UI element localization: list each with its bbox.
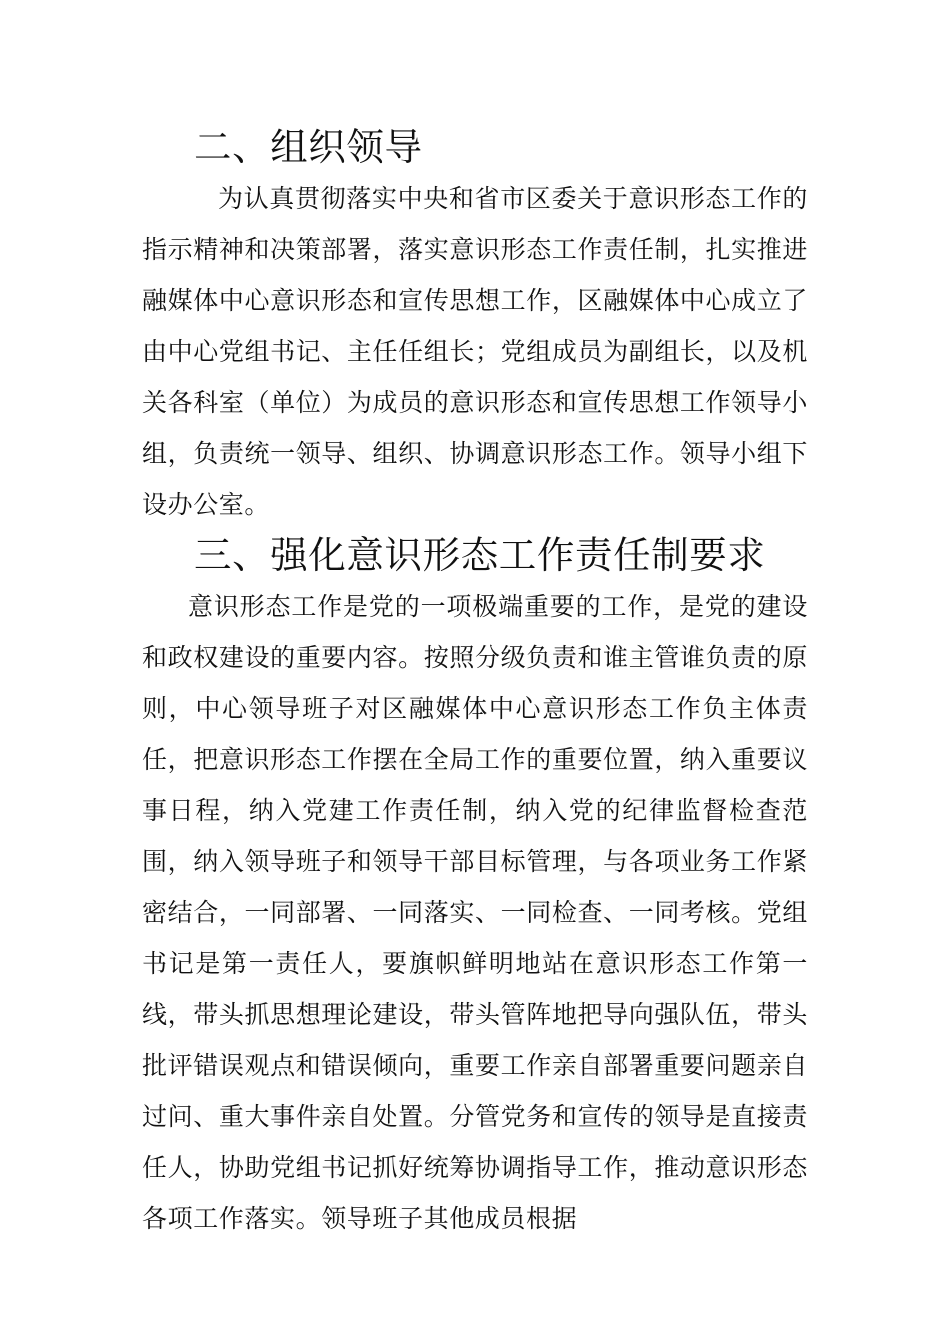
section-paragraph-responsibility: 意识形态工作是党的一项极端重要的工作，是党的建设和政权建设的重要内容。按照分级负责和谁主管谁负责的原则，中心领导班子对区融媒体中心意识形态工作负主体责任，把意识形态工作摆在全局工作的重要位置，纳入重要议事日程，纳入党建工作责任制，纳入党的纪律监督检查范围，纳入领导班子和领导干部目标管理，与各项业务工作紧密结合，一同部署、一同落实、一同检查、一同考核。党组书记是第一责任人，要旗帜鲜明地站在意识形态工作第一线，带头抓思想理论建设，带头管阵地把导向强队伍，带头批评错误观点和错误倾向，重要工作亲自部署重要问题亲自过问、重大事件亲自处置。分管党务和宣传的领导是直接责任人，协助党组书记抓好统筹协调指导工作，推动意识形态各项工作落实。领导班子其他成员根据 (142, 592, 808, 1233)
section-heading-organization: 二、组织领导 (194, 125, 423, 169)
section-heading-responsibility: 三、强化意识形态工作责任制要求 (194, 533, 766, 577)
document-body (142, 122, 808, 1244)
section-paragraph-organization: 为认真贯彻落实中央和省市区委关于意识形态工作的指示精神和决策部署，落实意识形态工作责任制，扎实推进融媒体中心意识形态和宣传思想工作，区融媒体中心成立了由中心党组书记、主任任组长；党组成员为副组长，以及机关各科室（单位）为成员的意识形态和宣传思想工作领导小组，负责统一领导、组织、协调意识形态工作。领导小组下设办公室。 (142, 184, 808, 519)
